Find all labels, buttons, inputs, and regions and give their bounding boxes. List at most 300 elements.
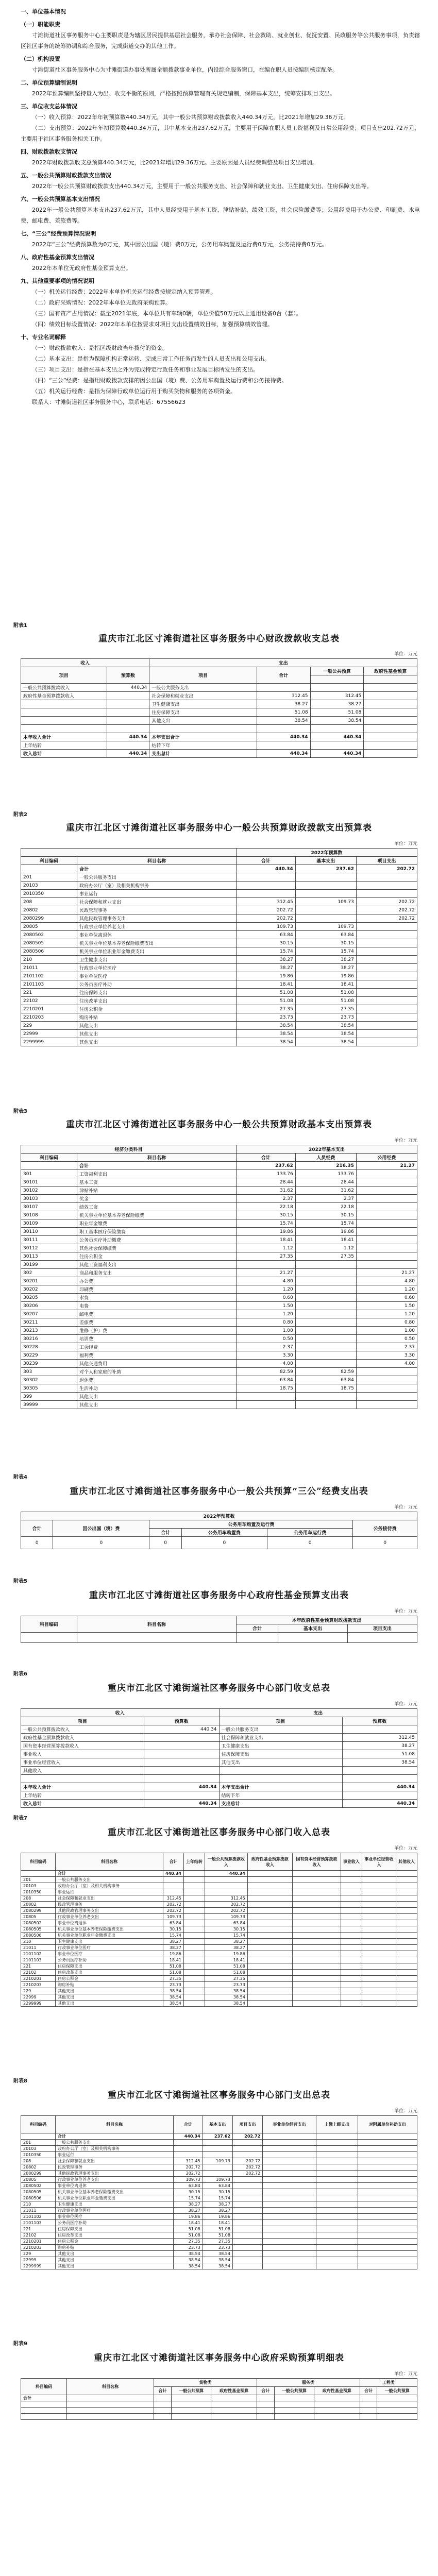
table-cell — [362, 1883, 396, 1889]
table-cell — [341, 2001, 362, 2007]
table-cell: 邮电费 — [77, 1310, 237, 1318]
table-cell — [232, 2232, 262, 2239]
table-row — [21, 750, 417, 758]
table-cell — [247, 1871, 292, 1877]
table-cell: 19.86 — [163, 1951, 184, 1957]
paragraph: （一）机关运行经费：2022年本单位机关运行经费按规定纳入预算管理。 — [32, 289, 216, 295]
cell — [21, 1633, 77, 1643]
table-cell — [163, 1883, 184, 1889]
table-cell — [295, 1360, 356, 1368]
col-header: 一般公共预算 — [171, 2387, 211, 2395]
table-cell — [358, 2164, 417, 2171]
table-cell: 事业运行 — [77, 890, 237, 898]
table-cell — [341, 1963, 362, 1970]
table-row — [21, 1889, 417, 1895]
table-cell: 399 — [21, 1393, 77, 1401]
table-cell — [356, 1005, 417, 1013]
table-cell — [263, 2164, 316, 2171]
col-header: 科目编码 — [21, 1616, 77, 1633]
table-cell: 109.73 — [174, 2177, 203, 2183]
table-cell: 312.45 — [237, 898, 296, 906]
table-row — [21, 964, 417, 972]
table-cell: 维修（护）费 — [77, 1327, 237, 1335]
table-cell: 政府性基金预算拨款收入 — [21, 692, 107, 700]
col-header: 科目名称 — [77, 1616, 237, 1633]
table-cell — [310, 684, 364, 692]
table-row — [21, 2195, 417, 2201]
table-cell: 38.27 — [163, 1939, 184, 1945]
table-cell: 38.54 — [257, 717, 310, 725]
table-cell: 事业单位经营收入 — [21, 1758, 144, 1767]
table-cell — [341, 1994, 362, 2001]
paragraph: （一）收入预算：2022年年初预算数440.34万元，其中一般公共预算财政拨款收入440.34万元，比2021年增加29.36万元。 — [32, 114, 349, 121]
col-header: 国有资本经营预算拨款收入 — [292, 1853, 341, 1871]
table-row — [21, 882, 417, 890]
table-cell: 38.54 — [295, 1038, 356, 1046]
table-cell: 本年支出合计 — [149, 733, 257, 741]
table-row — [21, 1908, 417, 1914]
table-cell — [356, 1013, 417, 1022]
table-row — [21, 923, 417, 931]
col-header: 公务接待费 — [353, 1520, 417, 1537]
table-cell: 1.00 — [237, 1327, 296, 1335]
cell — [278, 1633, 348, 1643]
col-header: 项目 — [21, 1717, 144, 1725]
table-cell: 2080506 — [21, 947, 77, 956]
table-cell: 2080505 — [21, 2189, 56, 2195]
table-row — [21, 1252, 417, 1261]
table-cell — [21, 2408, 67, 2414]
table-cell — [295, 1261, 356, 1269]
table-cell — [364, 750, 417, 758]
table-cell: 本年支出合计 — [219, 1783, 342, 1791]
table-cell — [362, 1982, 396, 1988]
table-row — [21, 684, 417, 692]
col-header: 公用经费 — [356, 1154, 417, 1162]
table-row — [21, 2414, 417, 2420]
table-cell: 本年收入合计 — [21, 1783, 144, 1791]
table-cell — [358, 2177, 417, 2183]
table-cell: 2.37 — [237, 1343, 296, 1351]
table-cell — [163, 1877, 184, 1883]
table-cell — [356, 1030, 417, 1038]
table-cell — [292, 1963, 341, 1970]
contact-line: 联系人：寸滩街道社区事务服务中心，联系电话：67556623 — [32, 399, 186, 405]
table-cell: 18.41 — [237, 980, 296, 989]
table-cell — [310, 725, 364, 733]
table-cell: 30109 — [21, 1219, 77, 1228]
table-cell — [263, 2201, 316, 2208]
table-cell — [274, 2395, 314, 2401]
table-cell — [295, 1269, 356, 1277]
table-row — [21, 1742, 417, 1750]
table-cell: 82.59 — [237, 1368, 296, 1376]
table-cell: 20103 — [21, 882, 77, 890]
table-cell: 2.37 — [237, 1195, 296, 1203]
table-cell: 202.72 — [163, 1902, 184, 1908]
col-header: 项目支出 — [232, 2116, 262, 2133]
table-cell — [67, 2408, 154, 2414]
table-cell — [341, 1908, 362, 1914]
table-row — [21, 2408, 417, 2414]
table-cell — [232, 2152, 262, 2158]
table-cell: 差旅费 — [77, 1318, 237, 1327]
table-cell: 0.80 — [356, 1318, 417, 1327]
table-cell: 22102 — [21, 1970, 56, 1976]
table-cell: 39999 — [21, 1401, 77, 1409]
table-cell — [362, 2001, 396, 2007]
table-cell: 27.35 — [205, 1976, 247, 1982]
table-cell — [263, 2183, 316, 2189]
table-cell: 其他工资福利支出 — [77, 1261, 237, 1269]
table-cell: 1.20 — [356, 1310, 417, 1318]
table-cell: 其他民政管理事务支出 — [56, 1908, 163, 1914]
table-cell: 15.74 — [295, 947, 356, 956]
table-cell: 30199 — [21, 1261, 77, 1269]
table-cell: 上年结转 — [21, 741, 107, 750]
table-row — [21, 980, 417, 989]
dept-summary-table — [21, 1708, 417, 1808]
table-cell — [295, 1343, 356, 1351]
table-cell: 基本工资 — [77, 1178, 237, 1187]
table-cell: 22.18 — [237, 1203, 296, 1211]
table-cell — [341, 1933, 362, 1939]
paragraph: 2022年本单位无政府性基金预算支出。 — [32, 265, 131, 272]
table-cell: 机关事业单位基本养老保险缴费 — [77, 1211, 237, 1219]
table-cell: 2210201 — [21, 1976, 56, 1982]
table-cell: 30107 — [21, 1203, 77, 1211]
table-row — [21, 1939, 417, 1945]
table-title: 重庆市江北区寸滩街道社区事务服务中心一般公共预算财政拨款支出预算表 — [66, 823, 372, 833]
table-cell: 15.74 — [203, 2195, 232, 2201]
table-cell — [356, 1261, 417, 1269]
table-tag: 附表4 — [13, 1475, 27, 1480]
table-cell: 30102 — [21, 1187, 77, 1195]
table-cell: 1.20 — [237, 1285, 296, 1294]
table-cell — [203, 2164, 232, 2171]
table-title: 重庆市江北区寸滩街道社区事务服务中心政府性基金预算支出表 — [89, 1590, 349, 1601]
table-cell — [247, 1908, 292, 1914]
table-cell — [356, 1219, 417, 1228]
table-cell: 30101 — [21, 1178, 77, 1187]
table-cell: 109.73 — [237, 923, 296, 931]
table-cell: 30205 — [21, 1294, 77, 1302]
table-cell — [292, 1982, 341, 1988]
table-row — [21, 914, 417, 923]
col-header: 科目名称 — [67, 2379, 154, 2395]
table-cell — [295, 1327, 356, 1335]
table-cell — [237, 1401, 296, 1409]
table-cell — [232, 2239, 262, 2245]
table-cell: 2101102 — [21, 1951, 56, 1957]
table-cell — [174, 2152, 203, 2158]
table-cell: 0.50 — [356, 1335, 417, 1343]
table-cell: 440.34 — [163, 1871, 184, 1877]
table-cell: 31.62 — [237, 1187, 296, 1195]
col-header: 预算数 — [342, 1717, 417, 1725]
table-row — [21, 2183, 417, 2189]
table-cell — [21, 2414, 67, 2420]
table-cell: 2101103 — [21, 2220, 56, 2226]
table-cell: 2080299 — [21, 914, 77, 923]
table-cell: 15.74 — [163, 1933, 184, 1939]
table-cell: 109.73 — [163, 1914, 184, 1920]
table-cell: 30211 — [21, 1318, 77, 1327]
table-cell: 0.50 — [237, 1335, 296, 1343]
table-cell: 30213 — [21, 1327, 77, 1335]
col-header: 项目支出 — [356, 857, 417, 865]
table-cell — [341, 1970, 362, 1976]
table-cell: 社会保障和就业支出 — [77, 898, 237, 906]
table-cell: 0.60 — [356, 1294, 417, 1302]
table-tag: 附表9 — [13, 2341, 27, 2347]
table-row — [21, 890, 417, 898]
table-cell — [107, 692, 149, 700]
table-cell: 237.62 — [203, 2133, 232, 2140]
table-cell — [205, 1883, 247, 1889]
table-cell: 2101102 — [21, 972, 77, 980]
table-cell — [356, 1178, 417, 1187]
col-header: 合计 — [174, 2116, 203, 2133]
table-cell: 30216 — [21, 1335, 77, 1343]
table-cell — [316, 2201, 358, 2208]
table-cell: 印刷费 — [77, 1285, 237, 1294]
table-cell — [183, 1926, 205, 1933]
table-cell — [247, 1970, 292, 1976]
table-cell: 一般公共服务支出 — [219, 1725, 342, 1734]
table-cell: 15.74 — [174, 2195, 203, 2201]
table-cell — [316, 2152, 358, 2158]
table-cell: 0.60 — [237, 1294, 296, 1302]
table-row — [21, 2001, 417, 2007]
table-cell — [107, 741, 149, 750]
table-cell: 133.76 — [237, 1170, 296, 1178]
section-heading: 一、单位基本情况 — [21, 8, 66, 15]
table-cell: 18.41 — [295, 1236, 356, 1244]
table-cell — [396, 1963, 417, 1970]
table-cell — [396, 1951, 417, 1957]
table-cell — [356, 1401, 417, 1409]
table-cell — [247, 1933, 292, 1939]
table-row — [21, 1261, 417, 1269]
table-cell — [292, 2001, 341, 2007]
table-cell — [362, 1920, 396, 1926]
table-cell — [358, 2239, 417, 2245]
cell — [347, 1633, 417, 1643]
table-cell: 培训费 — [77, 1335, 237, 1343]
table-cell: 电费 — [77, 1302, 237, 1310]
table-cell — [341, 1902, 362, 1908]
table-cell: 38.27 — [205, 1945, 247, 1951]
table-cell — [358, 2146, 417, 2152]
table-cell: 生活补助 — [77, 1384, 237, 1393]
table-cell: 购房补贴 — [77, 1013, 237, 1022]
table-cell — [205, 1889, 247, 1895]
table-cell — [316, 2140, 358, 2146]
table-cell — [292, 1895, 341, 1902]
table-cell — [358, 2183, 417, 2189]
cell: 0 — [149, 1537, 181, 1549]
table-row — [21, 898, 417, 906]
table-cell: 住房公积金 — [77, 1252, 237, 1261]
table-cell: 职工基本医疗保险缴费 — [77, 1228, 237, 1236]
table-cell — [154, 2401, 172, 2408]
table-cell: 2080502 — [21, 931, 77, 939]
table-cell: 4.00 — [237, 1360, 296, 1368]
col-header: 对附属单位补助支出 — [358, 2116, 417, 2133]
table-cell — [171, 2414, 211, 2420]
table-cell: 38.54 — [237, 1030, 296, 1038]
cell: 0 — [267, 1537, 353, 1549]
table-cell — [144, 1775, 220, 1783]
table-cell: 38.54 — [342, 1758, 417, 1767]
table-cell: 18.75 — [295, 1384, 356, 1393]
table-cell — [358, 2220, 417, 2226]
table-row — [21, 2171, 417, 2177]
table-cell — [316, 2183, 358, 2189]
table-cell: 合计 — [56, 1871, 163, 1877]
table-cell — [183, 1963, 205, 1970]
table-cell — [358, 2214, 417, 2220]
table-cell — [316, 2208, 358, 2214]
table-row — [21, 1994, 417, 2001]
table-cell: 2210203 — [21, 2245, 56, 2251]
table-cell — [274, 2414, 314, 2420]
table-cell: 440.34 — [107, 684, 149, 692]
table-cell — [341, 1976, 362, 1982]
table-cell — [356, 1244, 417, 1252]
table-cell: 30.15 — [237, 1211, 296, 1219]
table-cell — [292, 1871, 341, 1877]
table-cell — [362, 1963, 396, 1970]
table-cell: 4.00 — [356, 1360, 417, 1368]
table-cell: 27.35 — [174, 2239, 203, 2245]
col-header: 基本支出 — [203, 2116, 232, 2133]
table-cell — [211, 2414, 257, 2420]
table-cell: 30110 — [21, 1228, 77, 1236]
dept-income-table — [21, 1853, 417, 2007]
col-header: 科目名称 — [77, 1154, 237, 1162]
table-cell: 结转下年 — [149, 741, 257, 750]
table-cell: 30103 — [21, 1195, 77, 1203]
table-cell: 收入总计 — [21, 1800, 144, 1808]
table-cell — [257, 2408, 274, 2414]
table-cell — [396, 1957, 417, 1963]
table-cell — [237, 1393, 296, 1401]
table-row — [21, 1376, 417, 1384]
table-row — [21, 2208, 417, 2214]
col-header: 2022年预算数 — [21, 1512, 417, 1520]
table-cell: 51.08 — [205, 1963, 247, 1970]
table-cell — [396, 1933, 417, 1939]
table-row — [21, 1401, 417, 1409]
col-header: 本年政府性基金预算财政拨款支出 — [237, 1616, 417, 1624]
table-cell: 住房保障支出 — [77, 989, 237, 997]
table-cell — [257, 2401, 274, 2408]
table-cell — [174, 2146, 203, 2152]
table-cell — [316, 2232, 358, 2239]
table-cell — [183, 1914, 205, 1920]
table-cell: 23.73 — [163, 1982, 184, 1988]
table-cell — [263, 2133, 316, 2140]
table-cell: 38.27 — [174, 2201, 203, 2208]
table-cell — [21, 1162, 77, 1170]
gov-fund-table — [21, 1616, 417, 1643]
table-cell — [358, 2251, 417, 2257]
table-cell — [362, 1957, 396, 1963]
table-cell — [356, 1228, 417, 1236]
table-cell — [67, 2395, 154, 2401]
table-row — [21, 1883, 417, 1889]
table-cell: 其他收入 — [21, 1767, 144, 1775]
table-cell: 21.27 — [356, 1162, 417, 1170]
table-cell: 15.74 — [237, 947, 296, 956]
table-cell: 440.34 — [257, 750, 310, 758]
table-cell: 卫生健康支出 — [149, 700, 257, 708]
table-cell — [183, 1895, 205, 1902]
table-cell: 办公费 — [77, 1277, 237, 1285]
table-cell: 2010350 — [21, 1889, 56, 1895]
table-cell — [21, 1775, 144, 1783]
table-cell: 302 — [21, 1269, 77, 1277]
table-cell — [341, 1926, 362, 1933]
table-cell — [292, 1957, 341, 1963]
table-cell: 事业运行 — [56, 1889, 163, 1895]
table-cell: 2080505 — [21, 1926, 56, 1933]
table-cell: 商品和服务支出 — [77, 1269, 237, 1277]
cell: 0 — [21, 1537, 53, 1549]
table-row — [21, 1170, 417, 1178]
table-cell — [292, 1945, 341, 1951]
table-cell — [316, 2189, 358, 2195]
table-row — [21, 1030, 417, 1038]
table-cell: 210 — [21, 956, 77, 964]
table-cell — [144, 1742, 220, 1750]
table-cell: 事业单位医疗 — [77, 972, 237, 980]
col-header: 政府性基金预算 — [314, 2387, 360, 2395]
table-cell: 30207 — [21, 1310, 77, 1318]
col-header: 合计 — [237, 857, 296, 865]
table-cell: 政府办公厅（室）及相关机构事务 — [77, 882, 237, 890]
table-row — [21, 1963, 417, 1970]
table-cell: 109.73 — [203, 2177, 232, 2183]
table-cell — [67, 2401, 154, 2408]
table-cell — [292, 1883, 341, 1889]
table-cell — [183, 1883, 205, 1889]
table-cell — [232, 2214, 262, 2220]
paragraph: （二）政府采购情况：2022年本单位无政府采购预算。 — [32, 299, 171, 306]
table-cell — [263, 2189, 316, 2195]
table-cell: 2101103 — [21, 1957, 56, 1963]
table-cell — [211, 2395, 257, 2401]
table-cell: 51.08 — [174, 2226, 203, 2232]
table-cell: 27.35 — [295, 1005, 356, 1013]
table-cell — [358, 2140, 417, 2146]
table-cell: 312.45 — [163, 1895, 184, 1902]
table-cell — [232, 2263, 262, 2269]
table-cell: 公务员医疗补助缴费 — [77, 1236, 237, 1244]
table-row — [21, 1236, 417, 1244]
table-cell: 20805 — [21, 923, 77, 931]
table-cell — [358, 2257, 417, 2263]
table-cell: 30.15 — [295, 1211, 356, 1219]
table-cell — [341, 1871, 362, 1877]
table-cell — [356, 956, 417, 964]
table-cell — [362, 1951, 396, 1957]
table-cell: 21011 — [21, 964, 77, 972]
table-cell: 1.00 — [356, 1327, 417, 1335]
table-cell: 结转下年 — [219, 1791, 342, 1800]
